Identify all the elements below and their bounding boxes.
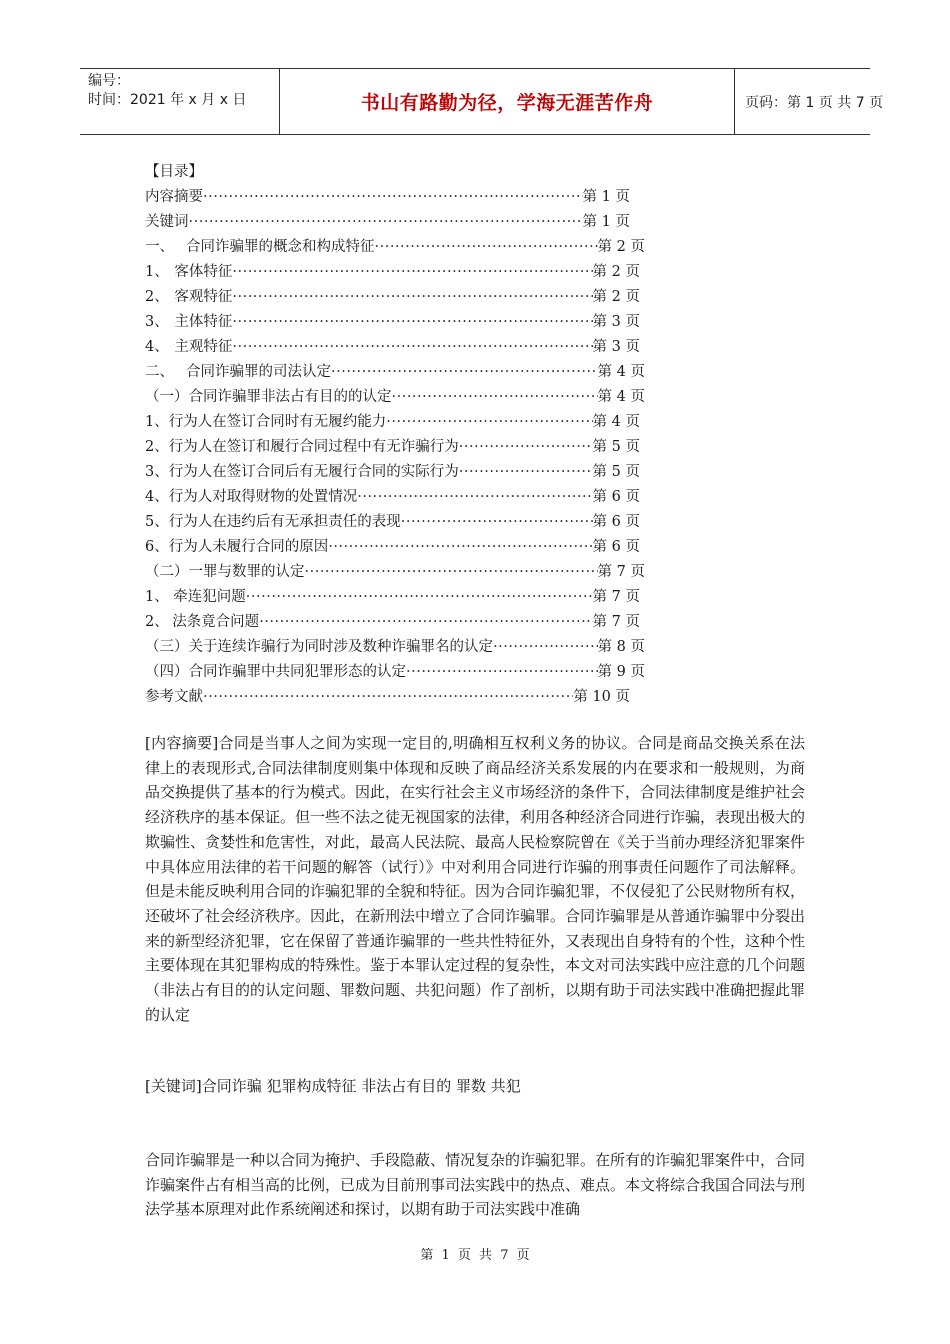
toc-item-page: 第 7 页	[592, 589, 640, 605]
toc-item-page: 第 1 页	[582, 214, 630, 230]
toc-item-page: 第 7 页	[592, 614, 640, 630]
toc-item-label: 参考文献	[145, 689, 203, 705]
toc-item-label: 合同诈骗罪的司法认定	[186, 364, 331, 380]
toc-item-label: 合同诈骗罪非法占有目的的认定	[188, 389, 392, 405]
toc-item-page: 第 6 页	[592, 514, 640, 530]
toc-item-number: 6、	[145, 539, 169, 555]
toc-item-number: 5、	[145, 514, 169, 530]
toc-item-number: 1、	[145, 589, 169, 605]
toc-item-label: 内容摘要	[145, 189, 203, 205]
toc-item-number: 一、	[145, 239, 174, 255]
toc-item-number: 4、	[145, 489, 169, 505]
toc-leader-dots	[305, 560, 598, 585]
toc-item-label: 合同诈骗罪中共同犯罪形态的认定	[188, 664, 406, 680]
toc-item-label: 行为人未履行合同的原因	[168, 539, 329, 555]
toc-item-number: （三）	[145, 639, 189, 655]
toc-item	[145, 485, 640, 510]
toc-leader-dots	[459, 435, 593, 460]
toc-item-number: 2、	[145, 439, 169, 455]
header-meta	[80, 69, 280, 134]
toc-item-label: 客体特征	[174, 264, 233, 280]
toc-leader-dots	[232, 310, 592, 335]
toc-item	[145, 260, 640, 285]
toc-item-label: 关键词	[145, 214, 189, 230]
toc-item-label: 关于连续诈骗行为同时涉及数种诈骗罪名的认定	[188, 639, 493, 655]
toc-item	[145, 610, 640, 635]
toc-item-label: 行为人在违约后有无承担责任的表现	[168, 514, 401, 530]
abstract-paragraph: [内容摘要]合同是当事人之间为实现一定目的,明确相互权利义务的协议。合同是商品交换关系在法律上的表现形式,合同法律制度则集中体现和反映了商品经济关系发展的内在要求和一般规则，为商品交换提供了基本的行为模式。因此，在实行社会主义市场经济的条件下，合同法律制度是维护社会经济秩序的基本保证。但一些不法之徒无视国家的法律，利用各种经济合同进行诈骗，表现出极大的欺骗性、贪婪性和危害性，对此，最高人民法院、最高人民检察院曾在《关于当前办理经济犯罪案件中具体应用法律的若干问题的解答（试行）》中对利用合同进行诈骗的刑事责任问题作了司法解释。但是未能反映利用合同的诈骗犯罪的全貌和特征。因为合同诈骗犯罪，不仅侵犯了公民财物所有权，还破坏了社会经济秩序。因此，在新刑法中增立了合同诈骗罪。合同诈骗罪是从普通诈骗罪中分裂出来的新型经济犯罪，它在保留了普通诈骗罪的一些共性特征外，又表现出自身特有的个性，这种个性主要体现在其犯罪构成的特殊性。鉴于本罪认定过程的复杂性，本文对司法实践中应注意的几个问题（非法占有目的的认定问题、罪数问题、共犯问题）作了剖析，以期有助于司法实践中准确把握此罪的认定	[145, 734, 806, 1024]
toc-leader-dots	[232, 335, 592, 360]
toc-item-number: 2、	[145, 614, 169, 630]
toc-item	[145, 685, 630, 710]
toc-leader-dots	[401, 510, 593, 535]
toc-item-label: 一罪与数罪的认定	[188, 564, 305, 580]
toc-item	[145, 185, 630, 210]
toc-item-page: 第 4 页	[597, 364, 645, 380]
toc-item	[145, 560, 645, 585]
toc-item	[145, 235, 645, 260]
toc-item	[145, 335, 640, 360]
toc-leader-dots	[203, 685, 573, 710]
toc-item-page: 第 2 页	[597, 239, 645, 255]
toc-item-label: 法条竟合问题	[172, 614, 260, 630]
toc-item-page: 第 6 页	[592, 489, 640, 505]
toc-item	[145, 535, 640, 560]
toc-item	[145, 285, 640, 310]
toc-item-number: 1、	[145, 414, 169, 430]
toc-leader-dots	[203, 185, 583, 210]
toc-item-label: 牵连犯问题	[173, 589, 246, 605]
toc-leader-dots	[331, 360, 598, 385]
toc-leader-dots	[459, 460, 593, 485]
toc-leader-dots	[232, 285, 592, 310]
toc-item-label: 客观特征	[174, 289, 233, 305]
header-motto: 书山有路勤为径，学海无涯苦作舟	[280, 69, 735, 134]
toc-leader-dots	[406, 660, 598, 685]
toc-item-number: 2、	[145, 289, 169, 305]
toc-item-number: （一）	[145, 389, 189, 405]
header-page-info: 页码：第 1 页 共 7 页	[745, 94, 884, 111]
toc-item-label: 合同诈骗罪的概念和构成特征	[186, 239, 375, 255]
toc-leader-dots	[493, 635, 598, 660]
toc-item-label: 行为人在签订和履行合同过程中有无诈骗行为	[168, 439, 459, 455]
toc-leader-dots	[328, 535, 592, 560]
toc-leader-dots	[375, 235, 598, 260]
toc-item-label: 行为人在签订合同后有无履行合同的实际行为	[168, 464, 459, 480]
page-header	[80, 68, 884, 135]
toc-item-label: 行为人对取得财物的处置情况	[168, 489, 358, 505]
toc-leader-dots	[386, 410, 592, 435]
toc-item-page: 第 4 页	[592, 414, 640, 430]
toc-item-page: 第 1 页	[582, 189, 630, 205]
toc-item-page: 第 10 页	[573, 689, 630, 705]
toc-item-page: 第 7 页	[597, 564, 645, 580]
toc-item	[145, 385, 645, 410]
toc-list	[145, 185, 665, 710]
time-label: 时间：2021 年 x 月 x 日	[88, 92, 247, 108]
table-of-contents	[145, 160, 665, 710]
toc-item	[145, 210, 630, 235]
toc-item-label: 主观特征	[174, 339, 233, 355]
toc-item-number: 二、	[145, 364, 174, 380]
toc-item-label: 主体特征	[174, 314, 233, 330]
toc-title: 【目录】	[145, 164, 203, 180]
toc-item-number: 3、	[145, 464, 169, 480]
toc-item	[145, 360, 645, 385]
toc-item	[145, 460, 640, 485]
toc-leader-dots	[259, 610, 592, 635]
toc-item-page: 第 3 页	[592, 314, 640, 330]
toc-leader-dots	[232, 260, 592, 285]
toc-leader-dots	[246, 585, 593, 610]
toc-leader-dots	[189, 210, 583, 235]
toc-item-page: 第 8 页	[597, 639, 645, 655]
toc-item	[145, 635, 645, 660]
toc-item-page: 第 5 页	[592, 464, 640, 480]
toc-item	[145, 585, 640, 610]
toc-item-label: 行为人在签订合同时有无履约能力	[168, 414, 387, 430]
toc-item	[145, 510, 640, 535]
number-label: 编号：	[88, 73, 130, 89]
toc-item-page: 第 5 页	[592, 439, 640, 455]
toc-item-page: 第 6 页	[592, 539, 640, 555]
toc-leader-dots	[357, 485, 592, 510]
toc-item-page: 第 2 页	[592, 289, 640, 305]
toc-item-page: 第 3 页	[592, 339, 640, 355]
toc-item-page: 第 4 页	[597, 389, 645, 405]
toc-item-page: 第 2 页	[592, 264, 640, 280]
toc-leader-dots	[392, 385, 598, 410]
toc-item	[145, 410, 640, 435]
keywords-paragraph: [关键词]合同诈骗 犯罪构成特征 非法占有目的 罪数 共犯	[145, 1077, 521, 1095]
toc-item	[145, 660, 645, 685]
intro-paragraph: 合同诈骗罪是一种以合同为掩护、手段隐蔽、情况复杂的诈骗犯罪。在所有的诈骗犯罪案件中，合同诈骗案件占有相当高的比例，已成为目前刑事司法实践中的热点、难点。本文将综合我国合同法与刑法学基本原理对此作系统阐述和探讨，以期有助于司法实践中准确	[145, 1151, 806, 1219]
toc-item-number: 4、	[145, 339, 169, 355]
page-footer: 第 1 页 共 7 页	[420, 1248, 530, 1263]
toc-item-number: （四）	[145, 664, 189, 680]
toc-item-number: 1、	[145, 264, 169, 280]
toc-item	[145, 435, 640, 460]
toc-item	[145, 310, 640, 335]
toc-item-page: 第 9 页	[597, 664, 645, 680]
toc-item-number: （二）	[145, 564, 189, 580]
toc-item-number: 3、	[145, 314, 169, 330]
